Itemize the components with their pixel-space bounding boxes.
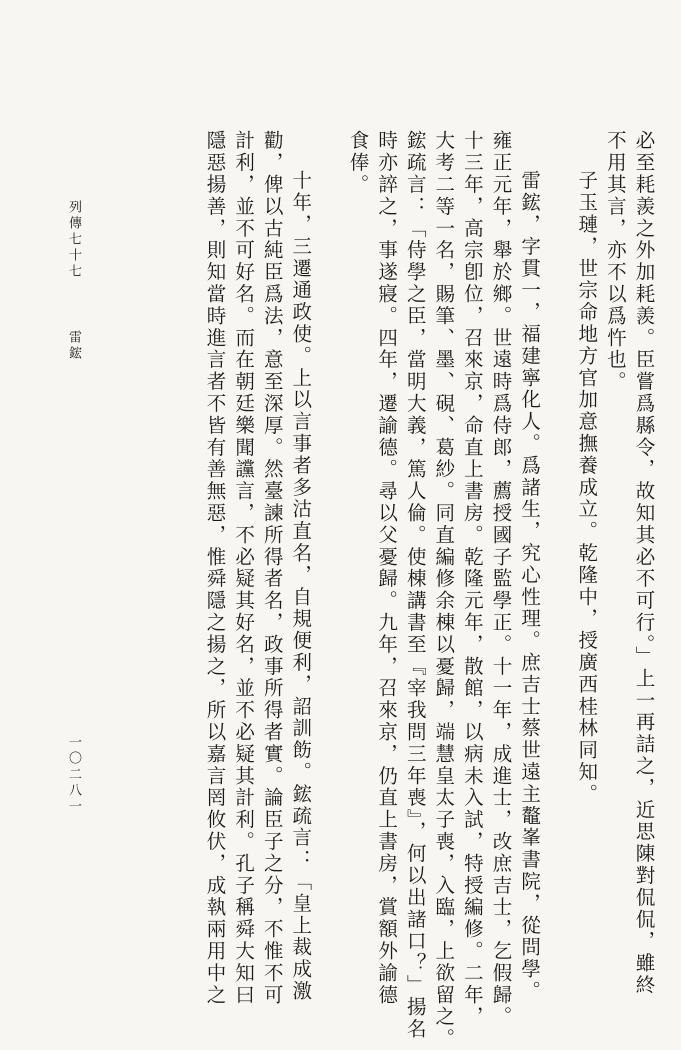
text-column: 大考二等一名，賜筆、墨、硯、葛紗。同直編修余棟以憂歸，端慧皇太子喪，入臨，上欲留之。	[432, 130, 456, 1050]
running-head-person: 雷鋐	[66, 330, 81, 362]
text-column: 必至耗羨之外加耗羨。臣嘗爲縣令，故知其必不可行。」上一再詰之，近思陳對侃侃，雖終	[632, 130, 656, 997]
text-column: 子玉璉，世宗命地方官加意撫養成立。乾隆中，授廣西桂林同知。	[575, 170, 599, 806]
text-column: 時亦誶之，事遂寢。四年，遷諭德。尋以父憂歸。九年，召來京，仍直上書房，賞額外諭德	[375, 130, 399, 1006]
text-column: 雍正元年，舉於鄉。世遠時爲侍郎，薦授國子監學正。十一年，成進士，改庶吉士，乞假歸。	[489, 130, 513, 1028]
text-column: 隱惡揚善，則知當時進言者不皆有善無惡，惟舜隱之揚之，所以嘉言罔攸伏，成執兩用中之	[203, 130, 227, 1006]
text-column: 雷鋐，字貫一，福建寧化人。爲諸生，究心性理。庶吉士蔡世遠主鼇峯書院，從問學。	[518, 170, 542, 1003]
text-column: 計利，並不可好名。而在朝廷樂聞讜言，不必疑其好名，並不必疑其計利。孔子稱舜大知曰	[232, 130, 256, 1006]
text-column: 十年，三遷通政使。上以言事者多沽直名，自規便利，詔訓飭。鋐疏言：「皇上裁成激	[289, 170, 313, 1003]
text-column: 不用其言，亦不以爲忤也。	[603, 130, 627, 393]
page-number: 一〇二八一	[66, 735, 81, 815]
text-column: 勸，俾以古純臣爲法，意至深厚。然臺諫所得者名，政事所得者實。論臣子之分，不惟不可	[260, 130, 284, 1006]
text-column: 食俸。	[346, 130, 370, 196]
text-column: 鋐疏言：「侍學之臣，當明大義，篤人倫。使棟講書至『宰我問三年喪』，何以出諸口？」揚名	[403, 130, 427, 1041]
text-column: 十三年，高宗卽位，召來京，命直上書房。乾隆元年，散館，以病未入試，特授編修。二年，	[460, 130, 484, 1028]
running-head-section: 列傳七十七	[66, 200, 81, 280]
